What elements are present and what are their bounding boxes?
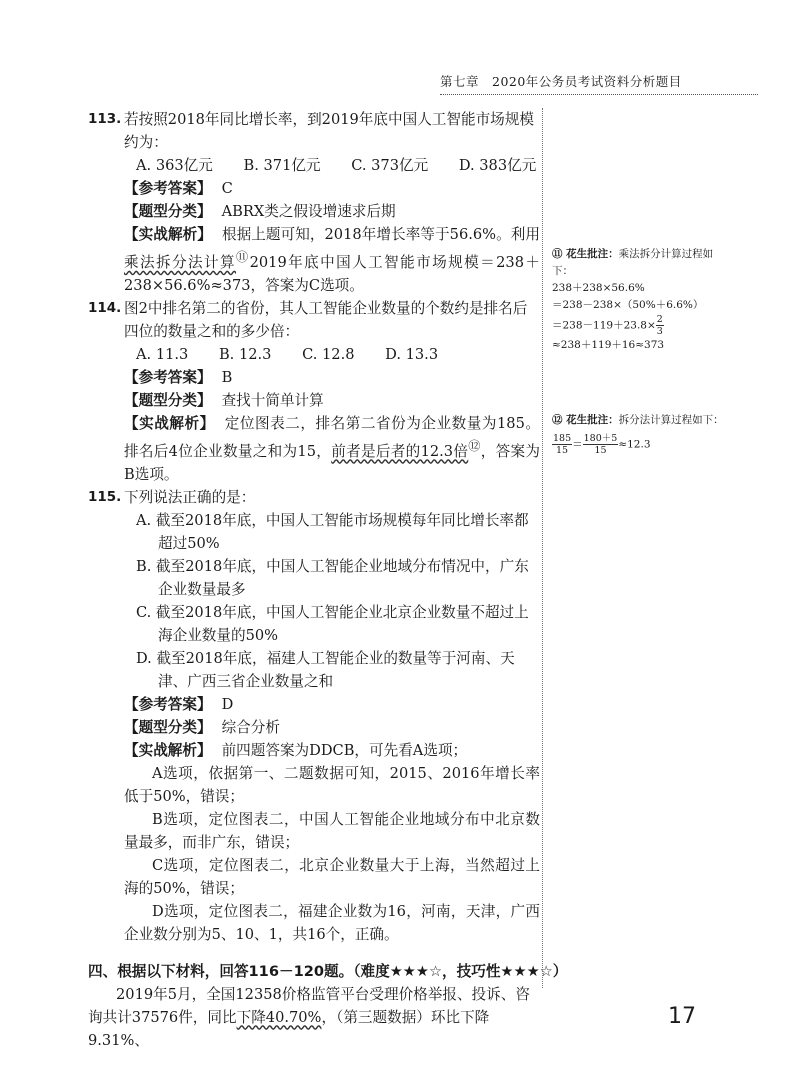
type-tag: 【题型分类】	[124, 391, 212, 409]
question-text: 下列说法正确的是：	[124, 488, 256, 506]
header-rule	[440, 94, 758, 95]
type-line	[88, 200, 540, 223]
page-number: 17	[668, 1004, 696, 1029]
option-d: D. 13.3	[385, 345, 439, 363]
type-value: 综合分析	[221, 718, 280, 736]
option-d: D. 383亿元	[458, 157, 537, 174]
analysis-option-a: A选项，依据第一、二题数据可知，2015、2016年增长率低于50%，错误；	[124, 764, 540, 805]
type-line	[88, 716, 540, 739]
question-text: 图2中排名第二的省份，其人工智能企业数量的个数约是排名后四位的数量之和的多少倍：	[124, 299, 528, 340]
question-text: 若按照2018年同比增长率，到2019年底中国人工智能市场规模约为：	[124, 111, 534, 151]
question-113	[88, 108, 540, 297]
note-line-3-text: ＝238－119＋23.8×	[552, 319, 656, 332]
analysis-paragraph	[88, 223, 540, 297]
analysis-option-c: C选项，定位图表二，北京企业数量大于上海，当然超过上海的50%，错误；	[124, 856, 540, 897]
option-a: A. 截至2018年底，中国人工智能市场规模每年同比增长率都超过50%	[136, 511, 529, 552]
question-number: 113.	[88, 111, 122, 127]
question-number: 114.	[88, 299, 122, 316]
analysis-underlined: 乘法拆分法计算	[124, 253, 237, 271]
analysis-paragraph	[88, 739, 540, 762]
equals-sign: ＝	[572, 438, 583, 451]
section-heading: 四、根据以下材料，回答116－120题。（难度★★★☆，技巧性★★★☆）	[88, 962, 568, 980]
analysis-text-cont: ，答案为B选项。	[124, 442, 541, 483]
fraction-1	[552, 433, 572, 456]
answer-value: C	[221, 180, 233, 197]
analysis-tag: 【实战解析】	[124, 226, 212, 243]
answer-value: D	[221, 695, 234, 713]
options-row	[88, 154, 540, 177]
question-114	[88, 297, 540, 486]
running-header: 第七章 2020年公务员考试资料分析题目	[440, 74, 682, 89]
main-column	[88, 108, 568, 1052]
fraction-denominator: 3	[656, 326, 663, 337]
side-note-11	[552, 246, 728, 354]
type-line	[88, 389, 540, 412]
answer-tag: 【参考答案】	[124, 180, 212, 197]
side-note-12	[552, 412, 728, 456]
fraction-numerator: 2	[656, 314, 663, 325]
formula-result: ≈12.3	[618, 438, 651, 451]
note-text: 乘法拆分计算过程如下：	[552, 248, 714, 277]
question-115	[88, 486, 540, 946]
fraction-denominator: 15	[556, 445, 569, 456]
footnote-marker: ⑪	[236, 250, 250, 264]
material-underlined: 下降40.70%	[236, 1008, 322, 1026]
answer-value: B	[221, 368, 233, 386]
type-value: 查找十简单计算	[221, 391, 324, 409]
footnote-marker: ⑫	[468, 438, 481, 453]
material-text: 2019年5月，全国12358价格监管平台受理价格举报、投诉、咨询共计37576件，同比	[88, 985, 530, 1026]
type-tag: 【题型分类】	[124, 203, 212, 220]
fraction-numerator: 185	[553, 433, 572, 444]
material-text-cont: ，（第三题数据）环比下降9.31%、	[88, 1008, 490, 1049]
analysis-option-b: B选项，定位图表二，中国人工智能企业地域分布中北京数量最多，而非广东，错误；	[124, 810, 540, 851]
fraction-2	[583, 433, 619, 456]
option-b: B. 12.3	[218, 345, 272, 363]
option-b: B. 371亿元	[243, 157, 321, 174]
answer-line	[88, 366, 540, 389]
note-label: ⑪ 花生批注：	[552, 248, 619, 260]
option-c: C. 截至2018年底，中国人工智能企业北京企业数量不超过上海企业数量的50%	[136, 603, 529, 644]
analysis-text-cont: 2019年底中国人工智能市场规模＝238＋238×56.6%≈373，答案为C选项。	[124, 253, 541, 294]
option-c: C. 12.8	[302, 345, 355, 363]
options-row	[88, 343, 540, 366]
option-a: A. 363亿元	[136, 157, 213, 174]
question-number: 115.	[88, 488, 122, 505]
analysis-text: 定位图表二，排名第二省份为企业数量为185。排名后4位企业数量之和为15，	[124, 414, 540, 460]
analysis-text: 根据上题可知，2018年增长率等于56.6%。利用	[221, 226, 540, 243]
option-a: A. 11.3	[136, 345, 189, 363]
analysis-option-d: D选项，定位图表二，福建企业数为16，河南，天津，广西企业数分别为5、10、1，共16个，正确。	[124, 902, 540, 943]
margin-divider	[542, 108, 543, 988]
fraction-numerator: 180＋5	[583, 433, 618, 444]
analysis-underlined: 前者是后者的12.3倍	[331, 442, 469, 460]
analysis-paragraph	[88, 412, 540, 486]
option-b: B. 截至2018年底，中国人工智能企业地域分布情况中，广东企业数量最多	[136, 557, 529, 598]
analysis-tag: 【实战解析】	[124, 741, 212, 759]
type-value: ABRX类之假设增速求后期	[221, 203, 396, 220]
note-text: 拆分法计算过程如下：	[618, 414, 724, 426]
answer-tag: 【参考答案】	[124, 368, 212, 386]
note-formula	[552, 433, 728, 456]
note-line-2: ＝238－238×（50%＋6.6%）	[552, 299, 704, 311]
note-label: ⑫ 花生批注：	[552, 414, 619, 426]
note-line-3	[552, 314, 728, 337]
option-c: C. 373亿元	[351, 157, 429, 174]
note-line-1: 238＋238×56.6%	[552, 282, 645, 294]
fraction-denominator: 15	[594, 445, 607, 456]
note-line-4: ≈238＋119＋16≈373	[552, 339, 665, 351]
material-paragraph	[88, 983, 540, 1052]
type-tag: 【题型分类】	[124, 718, 212, 736]
answer-line	[88, 177, 540, 200]
fraction	[656, 314, 664, 337]
answer-line	[88, 693, 540, 716]
option-d: D. 截至2018年底，福建人工智能企业的数量等于河南、天津、广西三省企业数量之和	[136, 649, 515, 690]
analysis-text: 前四题答案为DDCB，可先看A选项；	[221, 741, 468, 759]
analysis-tag: 【实战解析】	[124, 414, 215, 432]
answer-tag: 【参考答案】	[124, 695, 212, 713]
